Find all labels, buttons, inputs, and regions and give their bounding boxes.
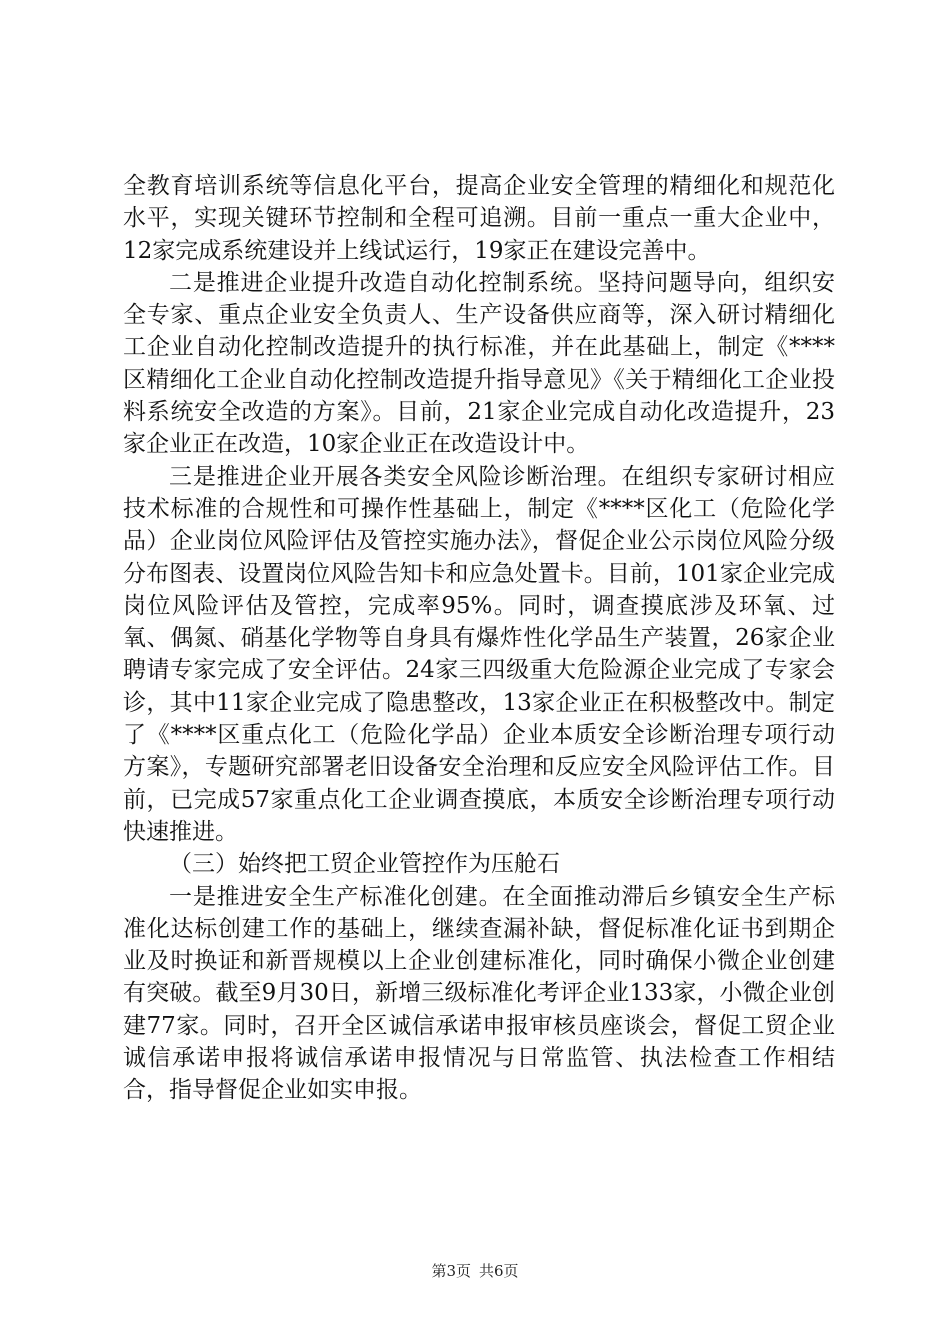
page-total: 共6页 — [479, 1262, 519, 1280]
paragraph-continuation: 全教育培训系统等信息化平台，提高企业安全管理的精细化和规范化水平，实现关键环节控制和全程可追溯。目前一重点一重大企业中，12家完成系统建设并上线试运行，19家正在建设完善中。 — [123, 173, 835, 264]
paragraph-standardization: 一是推进安全生产标准化创建。在全面推动滞后乡镇安全生产标准化达标创建工作的基础上，继续查漏补缺，督促标准化证书到期企业及时换证和新晋规模以上企业创建标准化，同时确保小微企业创建有突破。截至9月30日，新增三级标准化考评企业133家，小微企业创建77家。同时，召开全区诚信承诺申报审核员座谈会，督促工贸企业诚信承诺申报将诚信承诺申报情况与日常监管、执法检查工作相结合，指导督促企业如实申报。 — [123, 883, 835, 1104]
document-body — [123, 170, 835, 1107]
page-footer — [0, 1260, 950, 1281]
section-heading-industry-trade: （三）始终把工贸企业管控作为压舱石 — [169, 851, 560, 878]
page-number: 第3页 — [431, 1262, 471, 1280]
paragraph-risk-diagnosis: 三是推进企业开展各类安全风险诊断治理。在组织专家研讨相应技术标准的合规性和可操作性基础上，制定《****区化工（危险化学品）企业岗位风险评估及管控实施办法》，督促企业公示岗位风险分级分布图表、设置岗位风险告知卡和应急处置卡。目前，101家企业完成岗位风险评估及管控，完成率95%。同时，调查摸底涉及环氧、过氧、偶氮、硝基化学物等自身具有爆炸性化学品生产装置，26家企业聘请专家完成了安全评估。24家三四级重大危险源企业完成了专家会诊，其中11家企业完成了隐患整改，13家企业正在积极整改中。制定了《****区重点化工（危险化学品）企业本质安全诊断治理专项行动方案》，专题研究部署老旧设备安全治理和反应安全风险评估工作。目前，已完成57家重点化工企业调查摸底，本质安全诊断治理专项行动快速推进。 — [123, 463, 835, 845]
paragraph-automation-control: 二是推进企业提升改造自动化控制系统。坚持问题导向，组织安全专家、重点企业安全负责人、生产设备供应商等，深入研讨精细化工企业自动化控制改造提升的执行标准，并在此基础上，制定《****区精细化工企业自动化控制改造提升指导意见》《关于精细化工企业投料系统安全改造的方案》。目前，21家企业完成自动化改造提升，23家企业正在改造，10家企业正在改造设计中。 — [123, 269, 835, 458]
